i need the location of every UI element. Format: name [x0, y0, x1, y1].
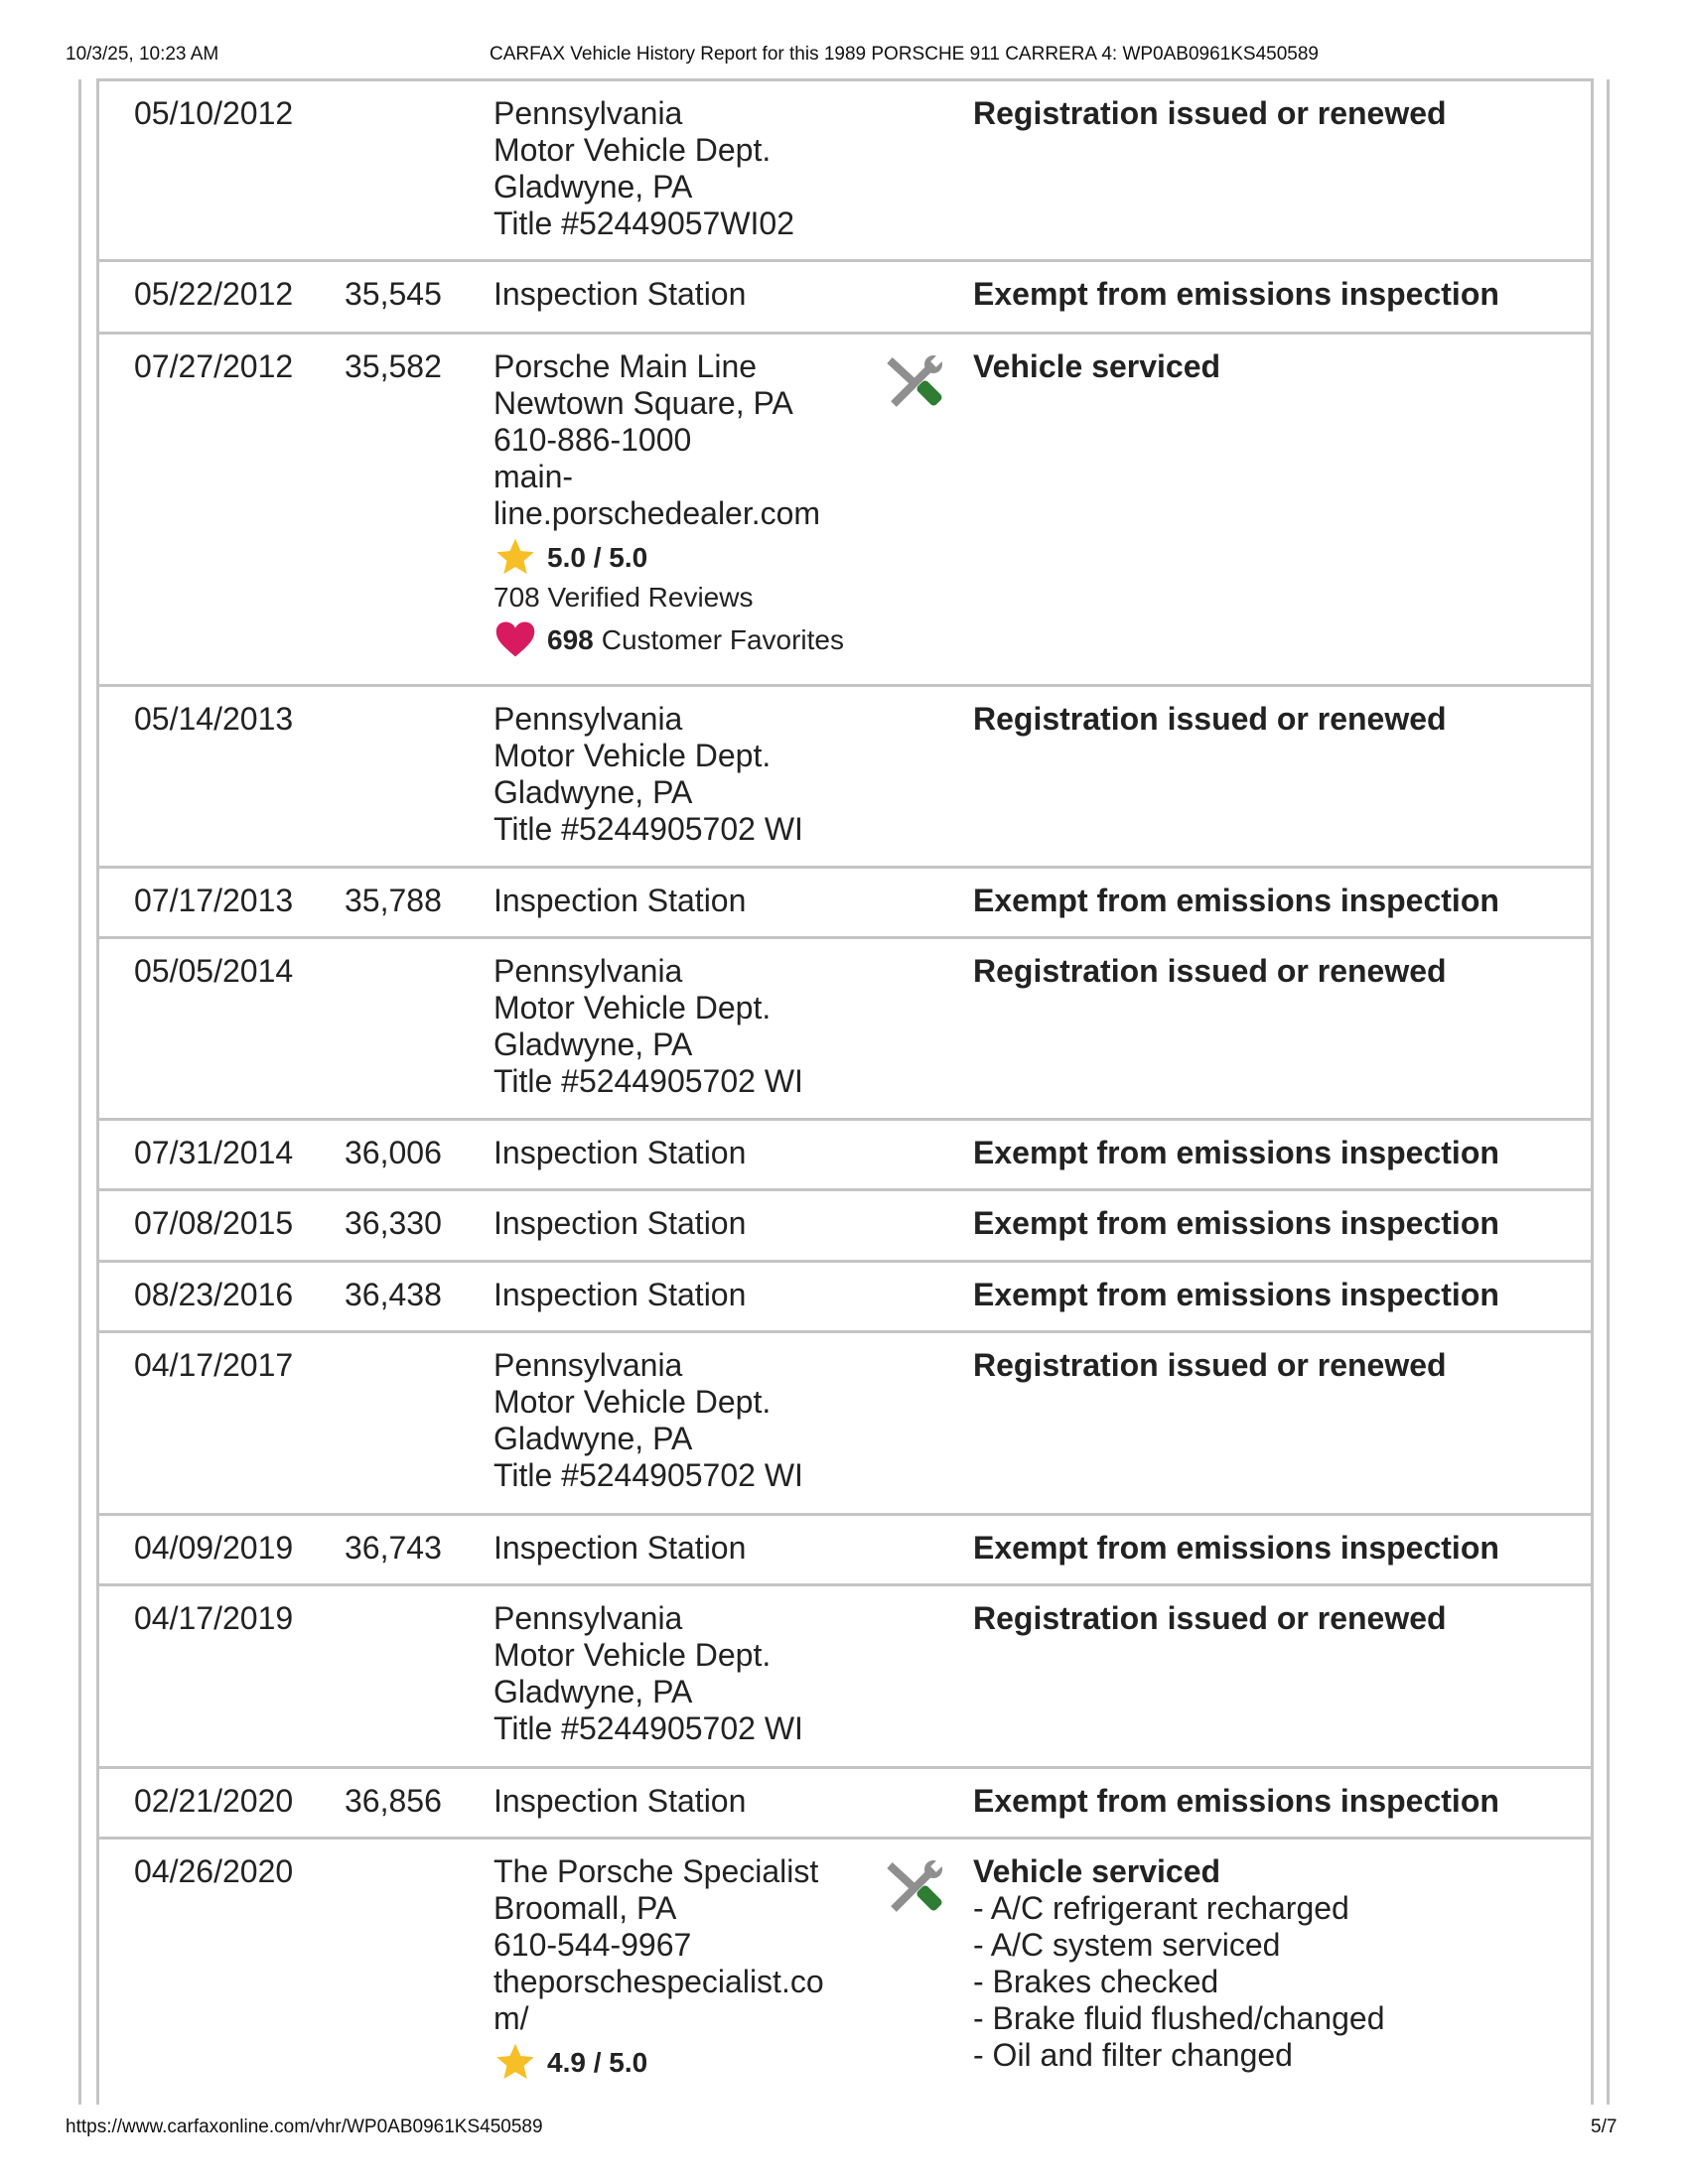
record-source — [493, 1783, 851, 1820]
history-record-row — [99, 1191, 1591, 1263]
source-line: Motor Vehicle Dept. — [493, 738, 772, 773]
rating-value: 4.9 / 5.0 — [547, 2046, 648, 2078]
record-source — [493, 1205, 851, 1242]
record-source — [493, 348, 851, 661]
source-line: Title #5244905702 WI — [493, 1457, 803, 1493]
record-description: Registration issued or renewed — [973, 701, 1447, 737]
footer-url: https://www.carfaxonline.com/vhr/WP0AB0961KS450589 — [66, 2116, 543, 2137]
source-line: Motor Vehicle Dept. — [493, 1637, 772, 1673]
record-description: Exempt from emissions inspection — [973, 1205, 1499, 1241]
record-source — [493, 1277, 851, 1313]
source-line: Gladwyne, PA — [493, 1674, 693, 1709]
record-date: 04/09/2019 — [134, 1530, 294, 1566]
record-date: 07/17/2013 — [134, 883, 294, 918]
record-description-block — [973, 1853, 1384, 2074]
service-detail-item: - A/C system serviced — [973, 1927, 1281, 1963]
print-timestamp: 10/3/25, 10:23 AM — [66, 44, 219, 65]
dealer-name: Porsche Main Line — [493, 348, 758, 384]
record-mileage: 36,856 — [345, 1783, 442, 1819]
dealer-website-part1[interactable]: main- — [493, 459, 574, 494]
history-record-row — [99, 1586, 1591, 1769]
service-tools-icon — [884, 354, 945, 412]
favorites-label: Customer Favorites — [601, 623, 845, 655]
record-description: Registration issued or renewed — [973, 1600, 1447, 1636]
history-record-row — [99, 81, 1591, 262]
shop-name: The Porsche Specialist — [493, 1853, 819, 1889]
source-line: Pennsylvania — [493, 95, 683, 131]
source-line: Inspection Station — [493, 276, 747, 312]
source-line: Title #5244905702 WI — [493, 1063, 803, 1099]
record-mileage: 36,743 — [345, 1530, 442, 1566]
record-description: Exempt from emissions inspection — [973, 276, 1499, 312]
record-mileage: 36,006 — [345, 1135, 442, 1170]
history-record-row — [99, 262, 1591, 335]
source-line: Motor Vehicle Dept. — [493, 990, 772, 1025]
shop-location: Broomall, PA — [493, 1890, 677, 1926]
source-line: Title #52449057WI02 — [493, 205, 795, 241]
record-date: 04/17/2019 — [134, 1600, 294, 1636]
record-date: 05/14/2013 — [134, 701, 294, 737]
record-source — [493, 701, 851, 848]
record-mileage: 35,582 — [345, 348, 442, 384]
record-description: Vehicle serviced — [973, 348, 1221, 384]
dealer-website-part2[interactable]: line.porschedealer.com — [493, 495, 821, 531]
record-date: 08/23/2016 — [134, 1277, 294, 1312]
shop-phone: 610-544-9967 — [493, 1927, 692, 1963]
shop-website-part2[interactable]: m/ — [493, 2000, 529, 2036]
history-record-row — [99, 1263, 1591, 1333]
record-source — [493, 1135, 851, 1171]
verified-reviews-link[interactable]: 708 Verified Reviews — [493, 582, 754, 613]
service-detail-item: - Brake fluid flushed/changed — [973, 2000, 1385, 2036]
source-line: Motor Vehicle Dept. — [493, 1384, 772, 1420]
history-record-row — [99, 1121, 1591, 1191]
record-date: 07/31/2014 — [134, 1135, 294, 1170]
record-description: Registration issued or renewed — [973, 1347, 1447, 1383]
shop-rating — [493, 2041, 851, 2083]
record-mileage: 36,330 — [345, 1205, 442, 1241]
record-source — [493, 1600, 851, 1747]
history-record-row — [99, 1769, 1591, 1840]
source-line: Pennsylvania — [493, 1347, 683, 1383]
source-line: Inspection Station — [493, 1530, 747, 1566]
rating-value: 5.0 / 5.0 — [547, 541, 648, 573]
source-line: Motor Vehicle Dept. — [493, 132, 772, 168]
service-tools-icon — [884, 1859, 945, 1917]
record-source — [493, 276, 851, 313]
star-icon — [493, 536, 537, 578]
heart-icon — [493, 618, 537, 660]
history-record-row — [99, 1333, 1591, 1516]
record-description: Exempt from emissions inspection — [973, 883, 1499, 918]
record-date: 05/10/2012 — [134, 95, 294, 131]
record-source — [493, 1530, 851, 1567]
record-date: 04/17/2017 — [134, 1347, 294, 1383]
record-source — [493, 1853, 851, 2083]
shop-website-part1[interactable]: theporschespecialist.co — [493, 1964, 824, 1999]
source-line: Title #5244905702 WI — [493, 811, 803, 847]
record-mileage: 36,438 — [345, 1277, 442, 1312]
source-line: Inspection Station — [493, 1205, 747, 1241]
record-date: 02/21/2020 — [134, 1783, 294, 1819]
dealer-rating — [493, 536, 851, 578]
source-line: Inspection Station — [493, 1277, 747, 1312]
record-source — [493, 95, 851, 242]
record-source — [493, 883, 851, 919]
source-line: Pennsylvania — [493, 1600, 683, 1636]
service-detail-item: - Brakes checked — [973, 1964, 1219, 1999]
history-record-row — [99, 939, 1591, 1121]
page-frame-right-border — [1607, 79, 1610, 2105]
record-source — [493, 953, 851, 1100]
source-line: Inspection Station — [493, 1135, 747, 1170]
record-mileage: 35,788 — [345, 883, 442, 918]
history-record-row — [99, 335, 1591, 687]
service-detail-item: - A/C refrigerant recharged — [973, 1890, 1349, 1926]
history-record-row — [99, 687, 1591, 869]
page-frame-left-border — [78, 79, 81, 2105]
source-line: Gladwyne, PA — [493, 774, 693, 810]
dealer-phone: 610-886-1000 — [493, 422, 692, 458]
history-record-row — [99, 1840, 1591, 2108]
source-line: Gladwyne, PA — [493, 1026, 693, 1062]
record-description: Exempt from emissions inspection — [973, 1530, 1499, 1566]
record-date: 07/08/2015 — [134, 1205, 294, 1241]
record-date: 05/22/2012 — [134, 276, 294, 312]
page-number: 5/7 — [1591, 2116, 1618, 2137]
star-icon — [493, 2041, 537, 2083]
record-description: Exempt from emissions inspection — [973, 1783, 1499, 1819]
record-description: Exempt from emissions inspection — [973, 1277, 1499, 1312]
record-date: 07/27/2012 — [134, 348, 294, 384]
record-date: 05/05/2014 — [134, 953, 294, 989]
source-line: Inspection Station — [493, 1783, 747, 1819]
record-description: Registration issued or renewed — [973, 953, 1447, 989]
page-title: CARFAX Vehicle History Report for this 1989 PORSCHE 911 CARRERA 4: WP0AB0961KS450589 — [490, 44, 1319, 65]
source-line: Gladwyne, PA — [493, 169, 693, 205]
history-record-row — [99, 1516, 1591, 1586]
record-date: 04/26/2020 — [134, 1853, 294, 1889]
service-detail-item: - Oil and filter changed — [973, 2037, 1293, 2073]
dealer-location: Newtown Square, PA — [493, 385, 793, 421]
customer-favorites — [493, 617, 851, 661]
vehicle-history-table — [96, 78, 1594, 2105]
record-source — [493, 1347, 851, 1494]
record-description: Registration issued or renewed — [973, 95, 1447, 131]
favorites-count: 698 — [547, 623, 594, 655]
record-description: Vehicle serviced — [973, 1853, 1221, 1889]
record-mileage: 35,545 — [345, 276, 442, 312]
source-line: Pennsylvania — [493, 701, 683, 737]
history-record-row — [99, 869, 1591, 939]
source-line: Gladwyne, PA — [493, 1421, 693, 1456]
record-description: Exempt from emissions inspection — [973, 1135, 1499, 1170]
source-line: Title #5244905702 WI — [493, 1710, 803, 1746]
source-line: Pennsylvania — [493, 953, 683, 989]
source-line: Inspection Station — [493, 883, 747, 918]
